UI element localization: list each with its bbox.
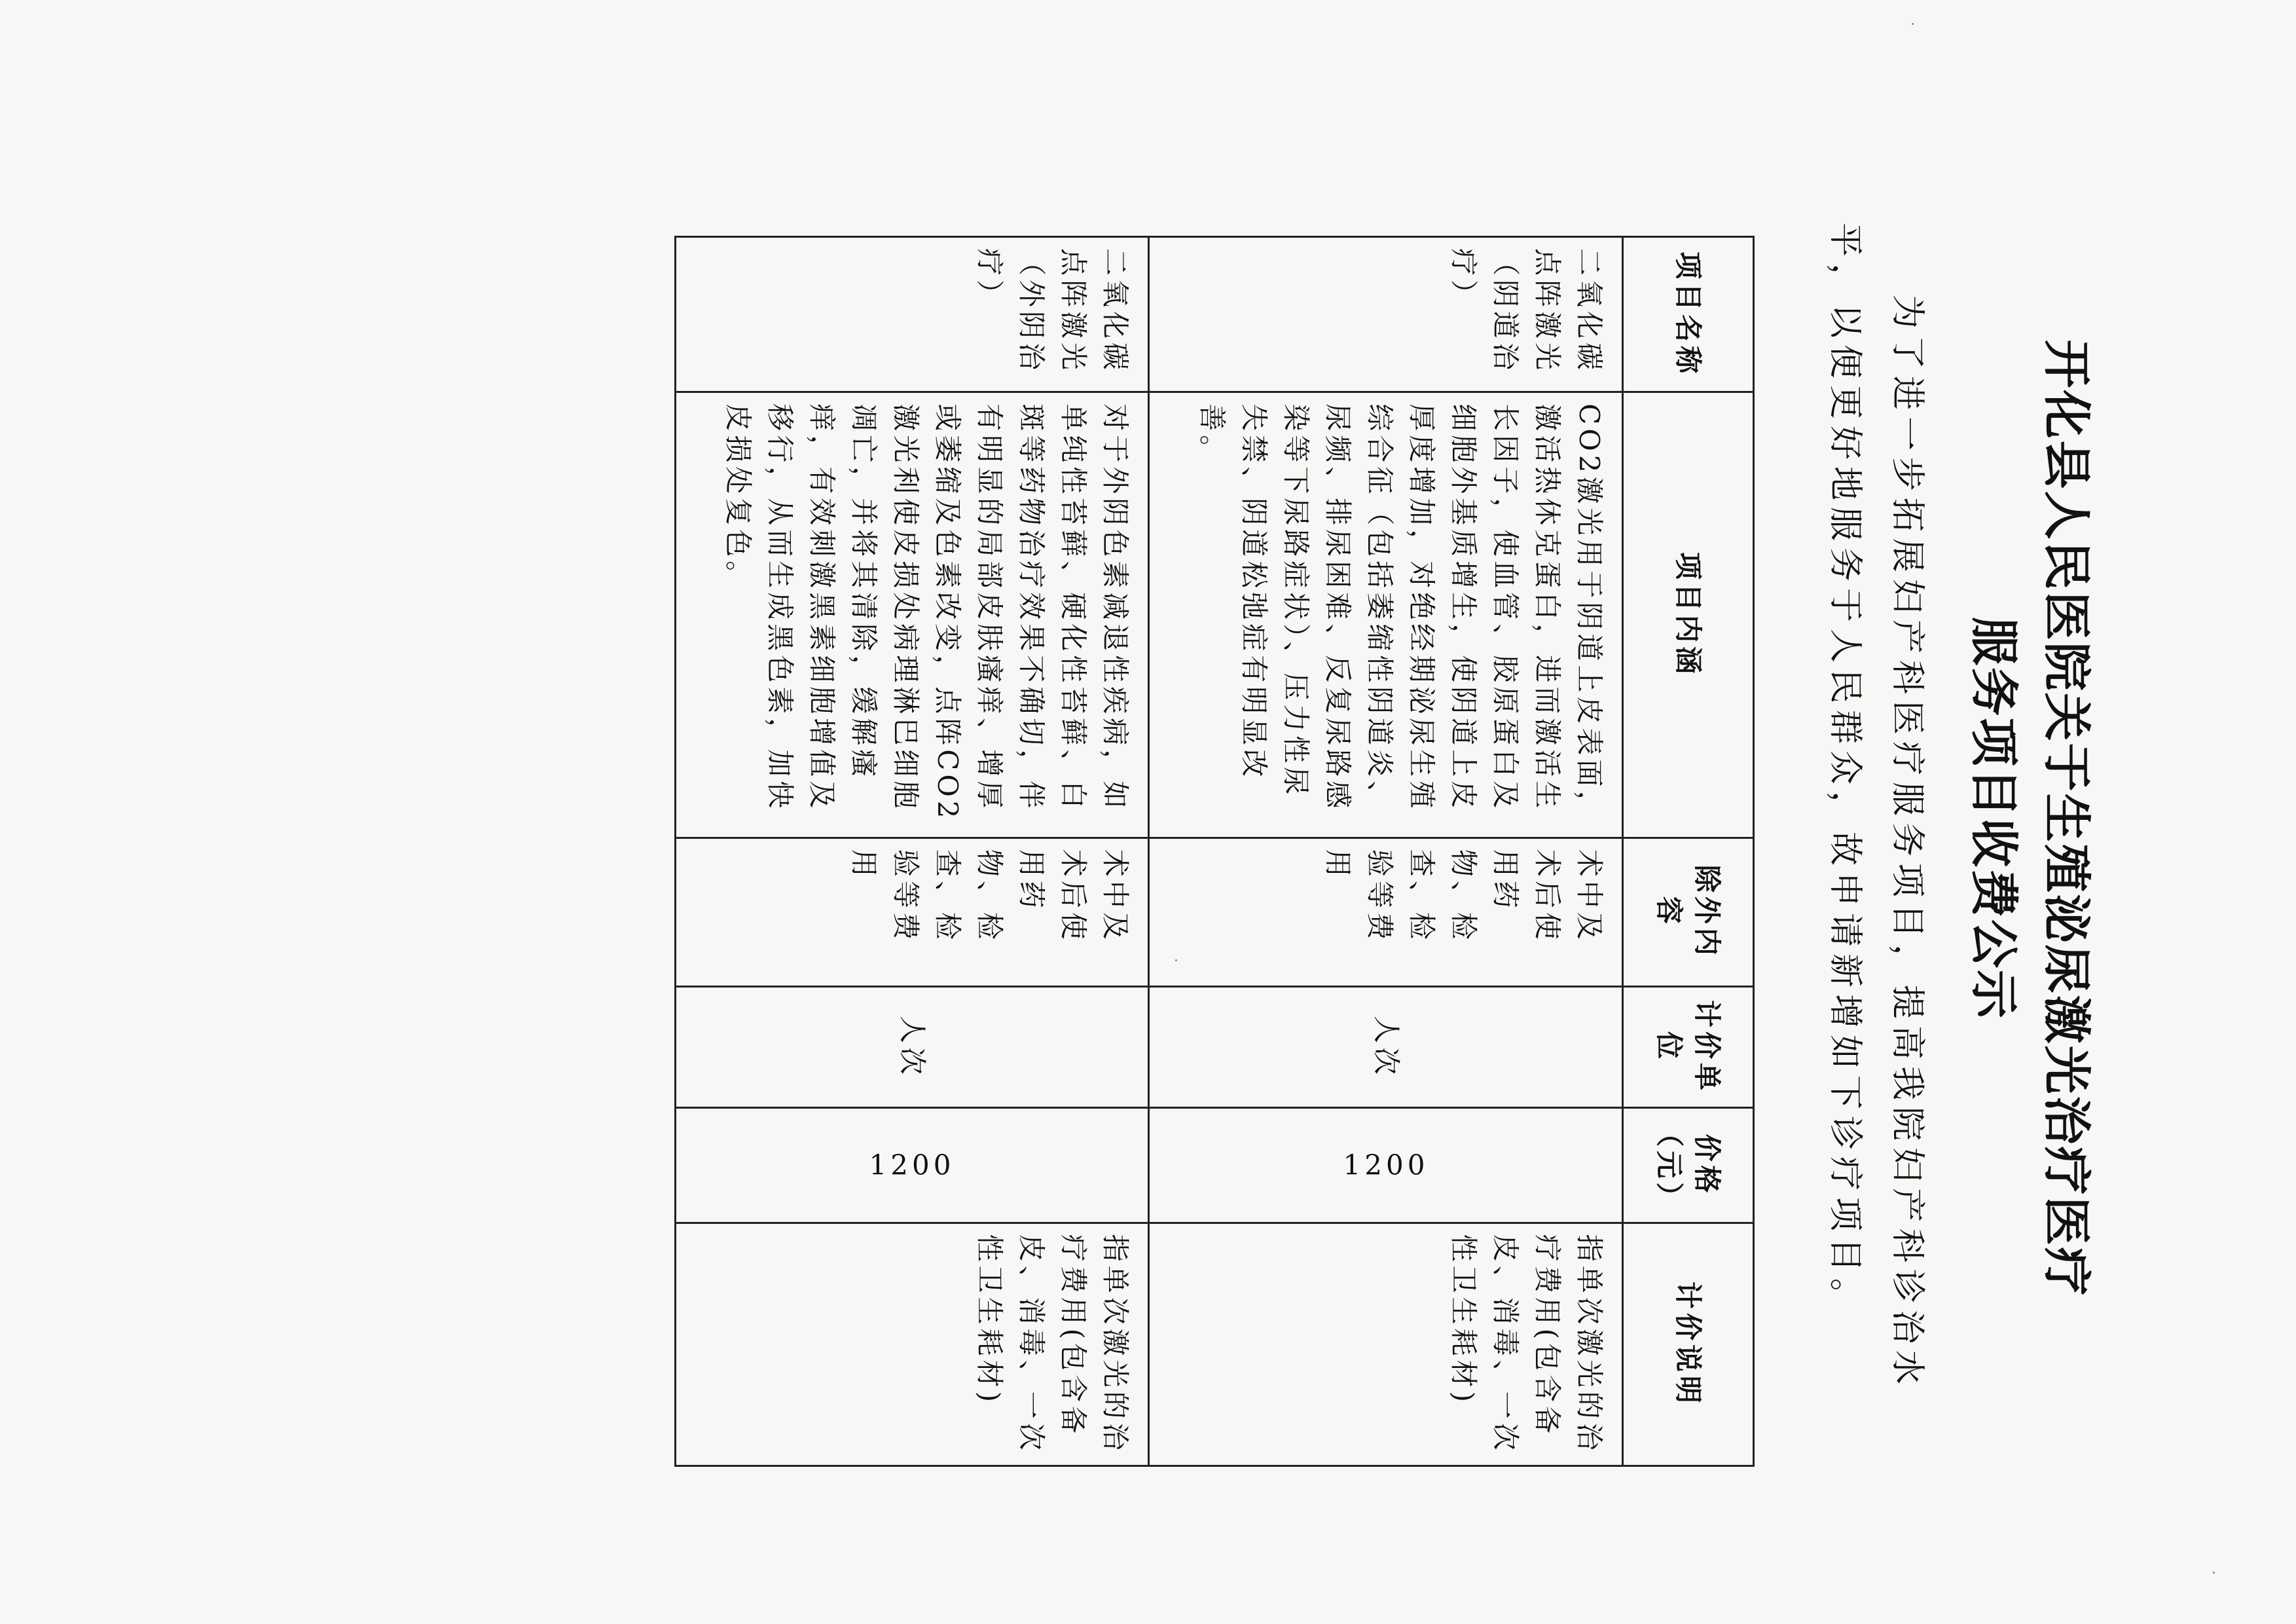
document-page bbox=[393, 196, 2095, 1454]
cell-excluded-content: 术中及术后使用药物、检查、检验等费用 bbox=[676, 838, 1150, 986]
intro-paragraph: 为了进一步拓展妇产科医疗服务项目，提高我院妇产科诊治水平，以便更好地服务于人民群众，故申请新增如下诊疗项目。 bbox=[1825, 223, 1927, 1392]
header-pricing-note: 计价说明 bbox=[1623, 1223, 1754, 1466]
fee-table bbox=[674, 236, 1755, 1467]
header-pricing-unit: 计价单位 bbox=[1623, 986, 1754, 1108]
scan-speck bbox=[1175, 959, 1177, 961]
cell-excluded-content: 术中及术后使用药物、检查、检验等费用 bbox=[1149, 838, 1623, 986]
cell-pricing-note: 指单次激光的治疗费用(包含备皮、消毒、一次性卫生耗材) bbox=[676, 1223, 1150, 1466]
price-value: 1200 bbox=[1343, 1149, 1429, 1181]
header-project-content: 项目内涵 bbox=[1623, 392, 1754, 838]
cell-pricing-unit: 人次 bbox=[1149, 986, 1623, 1108]
cell-pricing-note: 指单次激光的治疗费用(包含备皮、消毒、一次性卫生耗材) bbox=[1149, 1223, 1623, 1466]
cell-price bbox=[676, 1108, 1150, 1223]
scan-speck bbox=[2213, 1572, 2215, 1574]
header-project-name: 项目名称 bbox=[1623, 237, 1754, 392]
cell-pricing-unit: 人次 bbox=[676, 986, 1150, 1108]
cell-project-content: 对于外阴色素减退性疾病，如单纯性苔藓、硬化性苔藓、白斑等药物治疗效果不确切，伴有明显的局部皮肤瘙痒、增厚或萎缩及色素改变，点阵CO2激光利使皮损处病理淋巴细胞凋亡，并将其清除，缓解瘙痒，有效刺激黑素细胞增值及移行，从而生成黑色素，加快皮损处复色。 bbox=[676, 392, 1150, 838]
document-title: 开化县人民医院关于生殖泌尿激光治疗医疗 bbox=[2038, 339, 2094, 1298]
cell-price bbox=[1149, 1108, 1623, 1223]
cell-project-name: 二氧化碳点阵激光（外阴治疗） bbox=[676, 237, 1150, 392]
table-header-row bbox=[1623, 237, 1754, 1466]
table-row bbox=[676, 237, 1150, 1466]
table-row bbox=[1149, 237, 1623, 1466]
header-price: 价格（元） bbox=[1623, 1108, 1754, 1223]
price-value: 1200 bbox=[869, 1149, 955, 1181]
document-subtitle: 服务项目收费公示 bbox=[1965, 617, 2022, 1020]
cell-project-content: CO2激光用于阴道上皮表面，激活热休克蛋白，进而激活生长因子，使血管、胶原蛋白及细胞外基质增生，使阴道上皮厚度增加，对绝经期泌尿生殖综合征（包括萎缩性阴道炎、尿频、排尿困难、反复尿路感染等下尿路症状）、压力性尿失禁、阴道松弛症有明显改善。 bbox=[1149, 392, 1623, 838]
scan-speck bbox=[1912, 23, 1914, 25]
header-excluded-content: 除外内容 bbox=[1623, 838, 1754, 986]
cell-project-name: 二氧化碳点阵激光（阴道治疗） bbox=[1149, 237, 1623, 392]
